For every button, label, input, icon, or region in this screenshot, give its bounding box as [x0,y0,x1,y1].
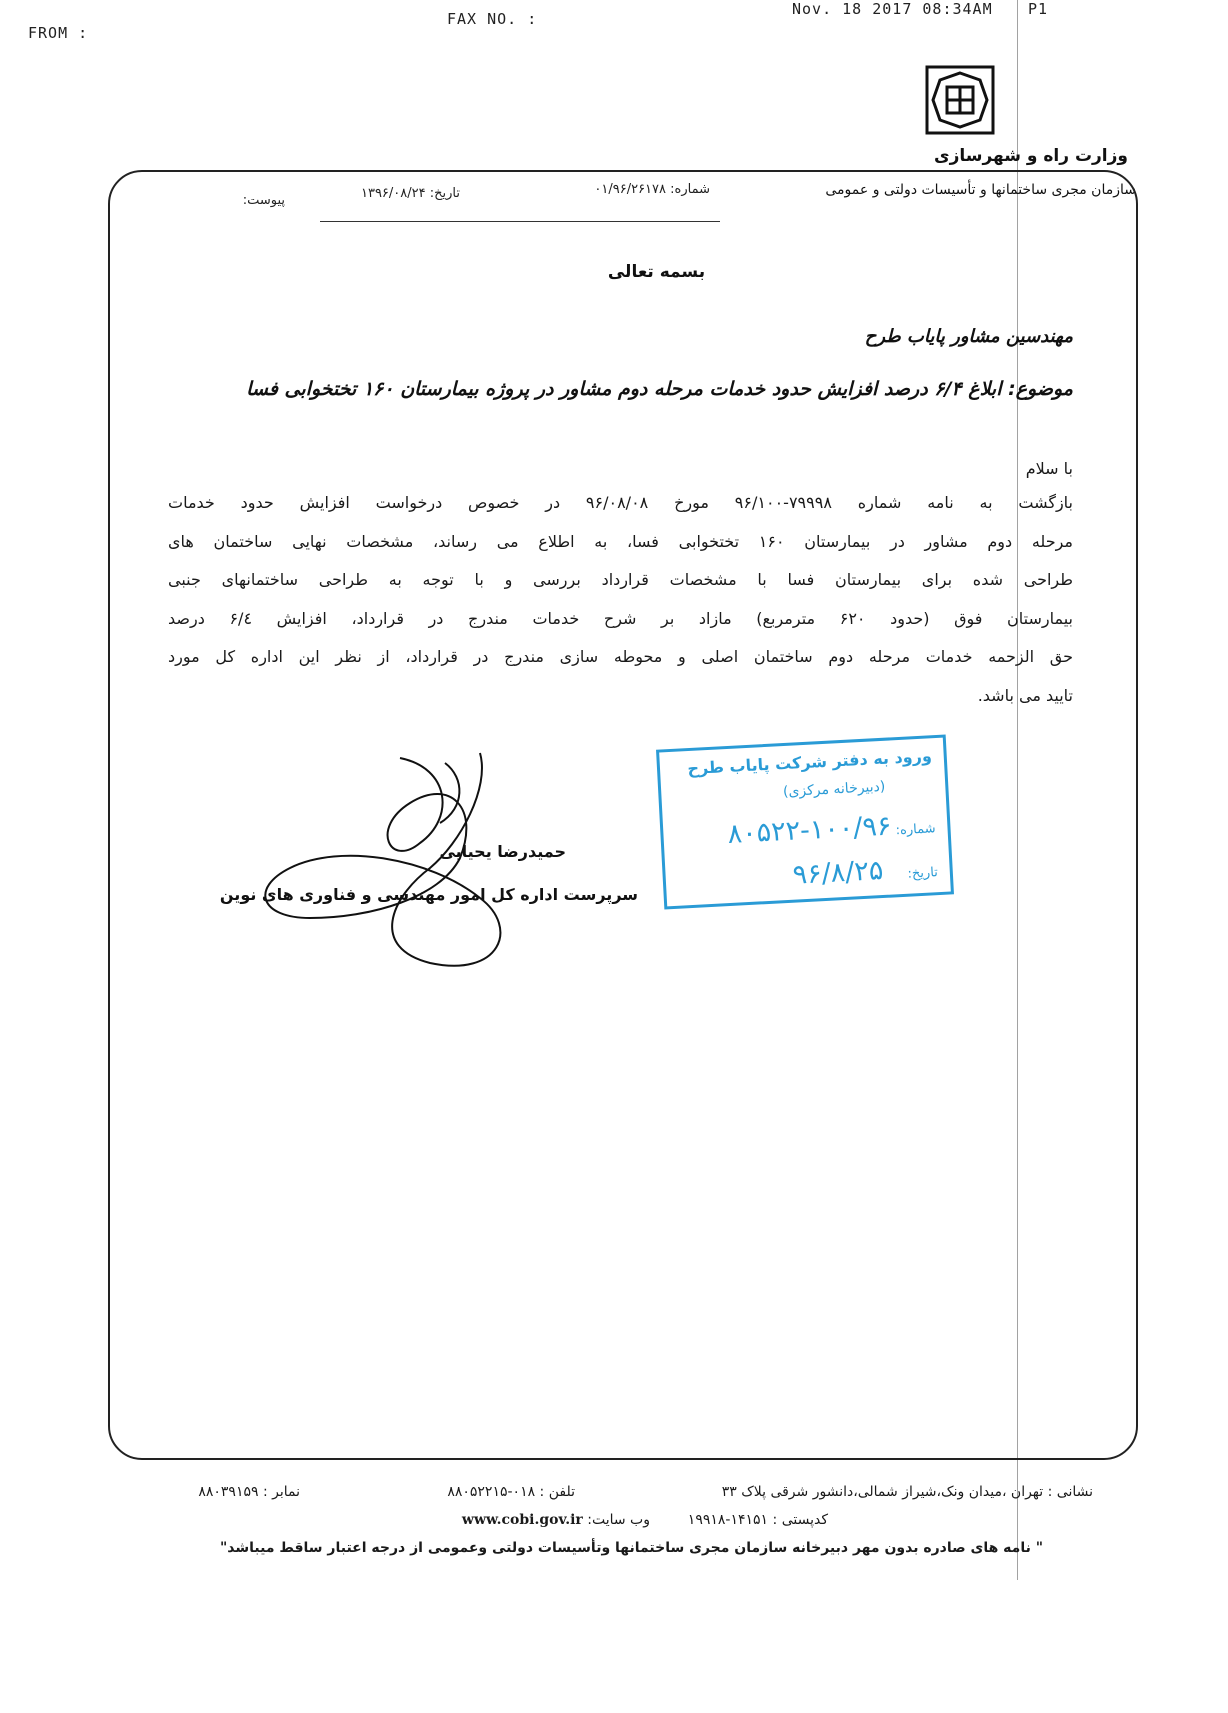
body-line: مرحله دوم مشاور در بیمارستان ۱۶۰ تختخوابی فسا، به اطلاع می رساند، مشخصات نهایی ساختمان های [168,531,1073,551]
stamp-line2: (دبیرخانه مرکزی) [782,778,886,801]
body-line: حق الزحمه خدمات مرحله دوم ساختمان اصلی و محوطه سازی مندرج در قرارداد، از نظر این اداره کل مورد [168,647,1073,666]
stamp-date-label: تاریخ: [907,865,939,882]
letter-body [168,484,1073,715]
footer-address: نشانی : تهران ،میدان ونک،شیراز شمالی،دانشور شرقی پلاک ۳۳ [721,1484,1093,1500]
signature-icon [250,748,590,978]
organization-name: سازمان مجری ساختمانها و تأسیسات دولتی و عمومی [825,182,1136,198]
stamp-line1: ورود به دفتر شرکت پایاب طرح [686,746,933,779]
invocation-text: بسمه تعالی [607,262,706,282]
ministry-name: وزارت راه و شهرسازی [933,146,1128,166]
ministry-logo-icon [925,65,995,135]
fax-from: FROM : [28,24,89,42]
subject: موضوع: ابلاغ ۶/۴ درصد افزایش حدود خدمات مرحله دوم مشاور در پروژه بیمارستان ۱۶۰ تختخوابی فسا [246,378,1073,400]
footer-phone: تلفن : ۰۱۸-۸۸۰۵۲۲۱۵ [447,1484,575,1500]
receipt-stamp [656,735,954,910]
body-line: بازگشت به نامه شماره ۷۹۹۹۸-۹۶/۱۰۰ مورخ ۹۶/۰۸/۰۸ در خصوص درخواست افزایش حدود خدمات [168,493,1074,512]
letter-number-value: ۰۱/۹۶/۲۶۱۷۸ [594,182,667,197]
footer-notice: " نامه های صادره بدون مهر دبیرخانه سازمان مجری ساختمانها وتأسیسات دولتی وعمومی از درجه اعتبار ساقط میباشد" [220,1540,1043,1556]
greeting: با سلام [1025,459,1073,478]
recipient: مهندسین مشاور پایاب طرح [864,326,1073,347]
fax-datetime: Nov. 18 2017 08:34AM [792,0,993,18]
fax-number-label: FAX NO. : [447,10,538,28]
signer-name: حمیدرضا یحیایی [439,842,566,861]
attachment-label: پیوست: [242,193,285,208]
footer-website-url: www.cobi.gov.ir [461,1512,583,1528]
footer-website [420,1512,650,1528]
invocation [0,262,1228,282]
signer-title: سرپرست اداره کل امور مهندسی و فناوری های نوین [219,885,638,904]
body-line: طراحی شده برای بیمارستان فسا با مشخصات قرارداد بررسی و با توجه به طراحی ساختمانهای جنبی [168,570,1073,589]
fax-page: P1 [1028,0,1049,18]
stamp-date [792,852,939,891]
body-line: تایید می باشد. [977,685,1073,705]
stamp-number-value: ۱۰۰/۹۶-۸۰۵۲۲ [726,810,893,851]
footer-fax: نمابر : ۸۸۰۳۹۱۵۹ [198,1484,300,1500]
stamp-number-label: شماره: [895,821,936,839]
stamp-date-value: ۹۶/۸/۲۵ [791,854,885,891]
footer-postal: کدپستی : ۱۴۱۵۱-۱۹۹۱۸ [687,1512,828,1528]
body-line: بیمارستان فوق (حدود ۶۲۰ مترمربع) مازاد بر شرح خدمات مندرج در قرارداد، افزایش ۶/٤ درصد [168,608,1074,628]
letter-number-label: شماره: [670,182,710,197]
letter-date-value: ۱۳۹۶/۰۸/۲۴ [360,186,426,201]
stamp-number [727,808,936,850]
letter-date-label: تاریخ: [429,186,460,201]
footer-website-label: وب سایت: [587,1512,650,1528]
